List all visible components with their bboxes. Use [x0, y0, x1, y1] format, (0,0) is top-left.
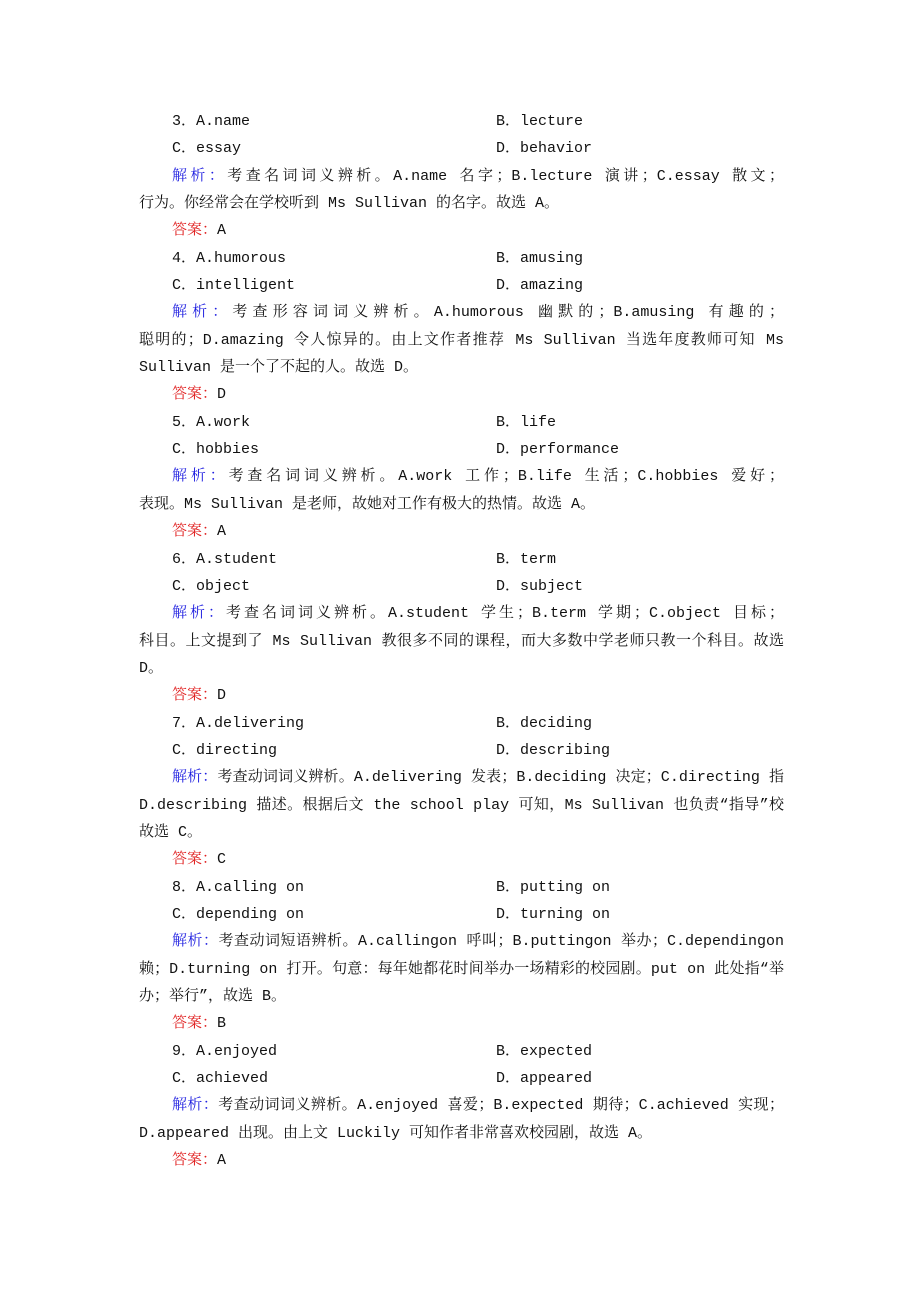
- analysis-line: [139, 628, 784, 655]
- option-a: 3．A.name: [172, 113, 251, 130]
- analysis-line: [139, 819, 784, 846]
- option-c: C．directing: [172, 741, 278, 759]
- analysis-line: [139, 327, 784, 354]
- analysis-text: 考查名词词义辨析。A.work 工作；B.life 生活；C.hobbies 爱好；: [228, 468, 784, 486]
- options-row: [139, 1065, 784, 1092]
- answer-value: A: [217, 1152, 227, 1170]
- answer-value: C: [217, 851, 227, 869]
- analysis-line: [139, 354, 784, 381]
- analysis-text: 考查名词词义辨析。A.student 学生；B.term 学期；C.object 目标；: [226, 605, 784, 623]
- option-a: 5．A.work: [172, 413, 251, 431]
- question-block: [139, 546, 784, 710]
- option-a: 7．A.delivering: [172, 714, 305, 732]
- analysis-line: [139, 928, 784, 955]
- answer-value: D: [217, 386, 227, 404]
- option-d: D．performance: [496, 441, 620, 459]
- analysis-line: [139, 299, 784, 326]
- options-row: [139, 546, 784, 573]
- analysis-text: D。: [139, 659, 164, 677]
- answer-value: A: [217, 523, 227, 541]
- analysis-text: 表现。Ms Sullivan 是老师，故她对工作有极大的热情。故选 A。: [139, 495, 596, 513]
- options-row: [139, 108, 784, 135]
- options-row: [139, 272, 784, 299]
- analysis-line: [139, 190, 784, 217]
- option-b: B．deciding: [496, 714, 593, 732]
- analysis-label: 解析：: [172, 933, 219, 951]
- option-a: 4．A.humorous: [172, 249, 287, 267]
- analysis-text: 行为。你经常会在学校听到 Ms Sullivan 的名字。故选 A。: [139, 195, 560, 213]
- analysis-text: 考查动词词义辨析。A.enjoyed 喜爱；B.expected 期待；C.achieved 实现；: [218, 1097, 784, 1115]
- analysis-line: [139, 1092, 784, 1119]
- analysis-label: 解析：: [172, 605, 226, 623]
- analysis-text: 聪明的；D.amazing 令人惊异的。由上文作者推荐 Ms Sullivan 当选年度教师可知 Ms: [139, 331, 784, 349]
- analysis-line: [139, 792, 784, 819]
- analysis-text: D.appeared 出现。由上文 Luckily 可知作者非常喜欢校园剧，故选 A。: [139, 1124, 653, 1142]
- analysis-line: [139, 956, 784, 983]
- answer-label: 答案：: [172, 386, 218, 404]
- option-a: 9．A.enjoyed: [172, 1042, 278, 1060]
- analysis-line: [139, 463, 784, 490]
- option-b: B．expected: [496, 1042, 593, 1060]
- answer-label: 答案：: [172, 687, 218, 705]
- answer-line: [139, 846, 784, 873]
- option-c: C．essay: [172, 140, 242, 158]
- analysis-label: 解析：: [172, 304, 233, 322]
- answer-line: [139, 381, 784, 408]
- analysis-text: Sullivan 是一个了不起的人。故选 D。: [139, 359, 419, 377]
- question-block: [139, 710, 784, 874]
- option-d: D．appeared: [496, 1070, 593, 1088]
- answer-label: 答案：: [172, 222, 218, 240]
- question-block: [139, 409, 784, 546]
- analysis-line: [139, 764, 784, 791]
- answer-label: 答案：: [172, 851, 218, 869]
- analysis-text: 赖；D.turning on 打开。句意：每年她都花时间举办一场精彩的校园剧。put on 此处指“举: [139, 960, 784, 978]
- answer-line: [139, 682, 784, 709]
- analysis-text: D.describing 描述。根据后文 the school play 可知，Ms Sullivan 也负责“指导”校: [139, 796, 784, 814]
- option-b: B．putting on: [496, 878, 611, 896]
- analysis-label: 解析：: [172, 1097, 219, 1115]
- option-b: B．life: [496, 413, 557, 431]
- analysis-line: [139, 163, 784, 190]
- analysis-text: 故选 C。: [139, 823, 203, 841]
- question-block: [139, 245, 784, 409]
- option-d: D．describing: [496, 741, 611, 759]
- analysis-line: [139, 1120, 784, 1147]
- options-row: [139, 573, 784, 600]
- option-d: D．amazing: [496, 277, 584, 295]
- question-block: [139, 874, 784, 1038]
- analysis-label: 解析：: [172, 468, 229, 486]
- option-c: C．achieved: [172, 1070, 269, 1088]
- question-block: [139, 1038, 784, 1175]
- analysis-line: [139, 600, 784, 627]
- analysis-text: 考查动词短语辨析。A.callingon 呼叫；B.puttingon 举办；C.dependingon: [218, 933, 784, 951]
- options-row: [139, 245, 784, 272]
- analysis-line: [139, 983, 784, 1010]
- analysis-text: 科目。上文提到了 Ms Sullivan 教很多不同的课程，而大多数中学老师只教一个科目。故选: [139, 632, 784, 650]
- answer-label: 答案：: [172, 1152, 218, 1170]
- answer-line: [139, 217, 784, 244]
- option-a: 8．A.calling on: [172, 878, 305, 896]
- analysis-text: 考查动词词义辨析。A.delivering 发表；B.deciding 决定；C.directing 指: [217, 769, 784, 787]
- analysis-text: 考查形容词词义辨析。A.humorous 幽默的；B.amusing 有趣的；: [232, 304, 784, 322]
- answer-value: B: [217, 1015, 227, 1033]
- option-b: B．amusing: [496, 249, 584, 267]
- option-b: B．lecture: [496, 113, 584, 130]
- option-c: C．object: [172, 577, 251, 595]
- answer-line: [139, 518, 784, 545]
- option-d: D．turning on: [496, 905, 611, 923]
- question-block: [139, 108, 784, 245]
- answer-value: D: [217, 687, 227, 705]
- analysis-text: 办；举行”，故选 B。: [139, 988, 287, 1005]
- options-row: [139, 409, 784, 436]
- answer-line: [139, 1010, 784, 1037]
- option-d: D．behavior: [496, 140, 593, 158]
- analysis-label: 解析：: [172, 167, 228, 185]
- analysis-text: 考查名词词义辨析。A.name 名字；B.lecture 演讲；C.essay 散文；: [227, 167, 784, 185]
- options-row: [139, 710, 784, 737]
- option-b: B．term: [496, 550, 557, 568]
- analysis-line: [139, 655, 784, 682]
- answer-value: A: [217, 222, 227, 240]
- options-row: [139, 737, 784, 764]
- options-row: [139, 1038, 784, 1065]
- analysis-line: [139, 491, 784, 518]
- option-a: 6．A.student: [172, 550, 278, 568]
- options-row: [139, 436, 784, 463]
- options-row: [139, 874, 784, 901]
- answer-label: 答案：: [172, 1015, 218, 1033]
- options-row: [139, 135, 784, 162]
- option-c: C．depending on: [172, 905, 305, 923]
- answer-label: 答案：: [172, 523, 218, 541]
- options-row: [139, 901, 784, 928]
- document-body: [139, 108, 784, 1174]
- option-d: D．subject: [496, 577, 584, 595]
- answer-line: [139, 1147, 784, 1174]
- analysis-label: 解析：: [172, 769, 218, 787]
- option-c: C．hobbies: [172, 441, 260, 459]
- option-c: C．intelligent: [172, 277, 296, 295]
